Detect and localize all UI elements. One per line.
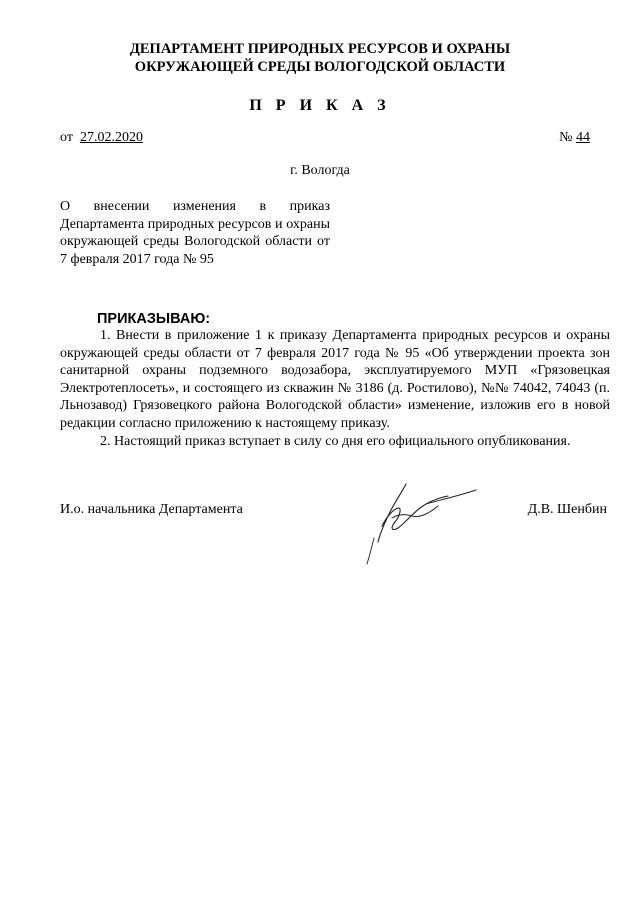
order-word: ПРИКАЗЫВАЮ: bbox=[97, 311, 211, 327]
number-block bbox=[559, 130, 590, 146]
signer-position: И.о. начальника Департамента bbox=[60, 502, 243, 517]
city: г. Вологда bbox=[290, 163, 350, 178]
paragraph-2: 2. Настоящий приказ вступает в силу со дня его официального опубликования. bbox=[100, 433, 571, 449]
number-prefix: № bbox=[559, 130, 573, 145]
document-subject: О внесении изменения в приказ Департамента природных ресурсов и охраны окружающей среды Вологодской области от 7 февраля 2017 года № 95 bbox=[60, 199, 330, 267]
department-header-line-1: ДЕПАРТАМЕНТ ПРИРОДНЫХ РЕСУРСОВ И ОХРАНЫ bbox=[129, 41, 511, 57]
department-header bbox=[0, 40, 640, 76]
document-body bbox=[60, 327, 610, 450]
paragraph-1: 1. Внести в приложение 1 к приказу Департамента природных ресурсов и охраны окружающей среды области от 7 февраля 2017 года № 95 «Об утверждении проекта зон санитарной охраны подземного водозабора, эксплуатируемого МУП «Грязовецкая Электротеплосеть», и состоящего из скважин № 3186 (д. Ростилово), №№ 74042, 74043 (п. Льнозавод) Грязовецкого района Вологодской области» изменение, изложив его в новой редакции согласно приложению к настоящему приказу. bbox=[60, 328, 610, 431]
date-prefix: от bbox=[60, 130, 73, 145]
department-header-line-2: ОКРУЖАЮЩЕЙ СРЕДЫ ВОЛОГОДСКОЙ ОБЛАСТИ bbox=[134, 59, 506, 75]
signer-name: Д.В. Шенбин bbox=[527, 502, 607, 517]
document-title: П Р И К А З bbox=[249, 97, 391, 114]
handwritten-signature bbox=[362, 478, 482, 568]
document-number: 44 bbox=[576, 130, 590, 145]
document-date: 27.02.2020 bbox=[79, 130, 143, 145]
date-block bbox=[60, 130, 143, 146]
